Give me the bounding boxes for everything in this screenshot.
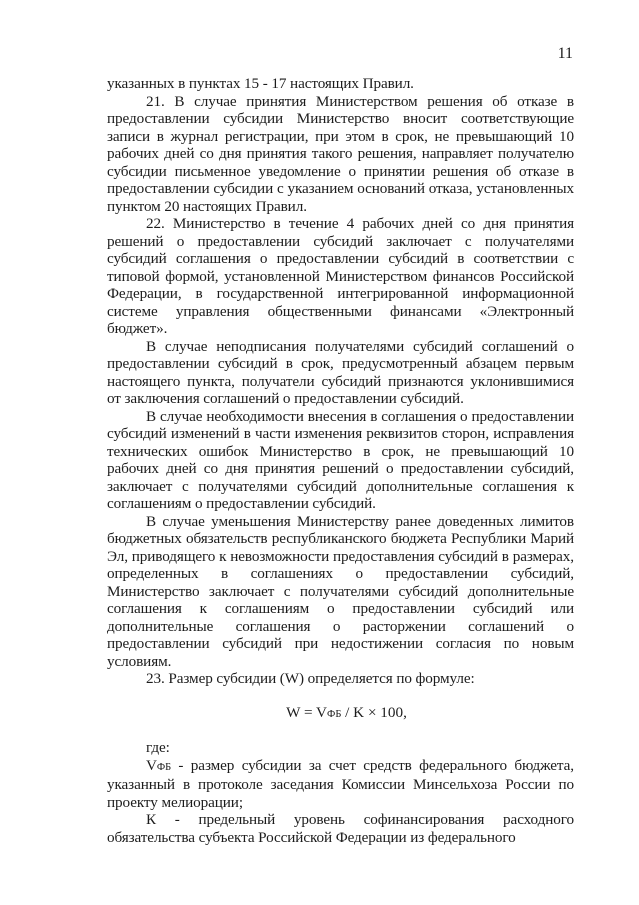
formula-left: W = V [286, 703, 328, 721]
document-body [107, 75, 574, 846]
paragraph: В случае неподписания получателями субсидий соглашений о предоставлении субсидий в срок, предусмотренный абзацем первым настоящего пункта, получатели субсидий признаются уклонившимися от заключения соглашений о предоставлении субсидий. [107, 337, 574, 407]
paragraph: 23. Размер субсидии (W) определяется по формуле: [146, 670, 475, 687]
definition-symbol: V [146, 756, 157, 774]
formula [107, 704, 574, 724]
paragraph: В случае необходимости внесения в соглашения о предоставлении субсидий изменений в части изменения реквизитов сторон, исправления технических ошибок Министерство в срок, не превышающий 10 рабочих дней со дня принятия решений о предоставлении субсидий, заключает с получателями субсидий дополнительные соглашения к соглашениям о предоставлении субсидий. [107, 407, 574, 512]
definition-symbol: К [146, 811, 157, 828]
definition-k [107, 811, 574, 846]
paragraph: указанных в пунктах 15 - 17 настоящих Правил. [107, 75, 414, 92]
where-label: где: [146, 739, 170, 756]
paragraph: В случае уменьшения Министерству ранее доведенных лимитов бюджетных обязательств республиканского бюджета Республики Марий Эл, приводящего к невозможности предоставления субсидий в размерах, определенных в соглашениях о предоставлении субсидий, Министерство заключает с получателями субсидий дополнительные соглашения к соглашениям о предоставлении субсидий или дополнительные соглашения о расторжении соглашений о предоставлении субсидий при недостижении согласия по новым условиям. [107, 512, 574, 670]
paragraph: 21. В случае принятия Министерством решения об отказе в предоставлении субсидии Министерство вносит соответствующие записи в журнал регистрации, при этом в срок, не превышающий 10 рабочих дней со дня принятия такого решения, направляет получателю субсидии письменное уведомление о принятии решения об отказе в предоставлении субсидии с указанием оснований отказа, установленных пунктом 20 настоящих Правил. [107, 92, 574, 215]
formula-subscript: ФБ [327, 708, 342, 720]
page-number: 11 [557, 45, 573, 62]
paragraph: 22. Министерство в течение 4 рабочих дней со дня принятия решений о предоставлении субсидий заключает с получателями субсидий соглашения о предоставлении субсидий в соответствии с типовой формой, установленной Министерством финансов Российской Федерации, в государственной интегрированной информационной системе управления общественными финансами «Электронный бюджет». [107, 215, 574, 337]
definition-subscript: ФБ [156, 761, 171, 773]
formula-right: / K × 100, [341, 703, 407, 721]
definition-text: - размер субсидии за счет средств федерального бюджета, указанный в протоколе заседания Комиссии Минсельхоза России по проекту мелиорации; [107, 756, 574, 811]
definition-vfb [107, 757, 574, 812]
definition-text: - предельный уровень софинансирования расходного обязательства субъекта Российской Федерации из федерального [107, 811, 574, 846]
